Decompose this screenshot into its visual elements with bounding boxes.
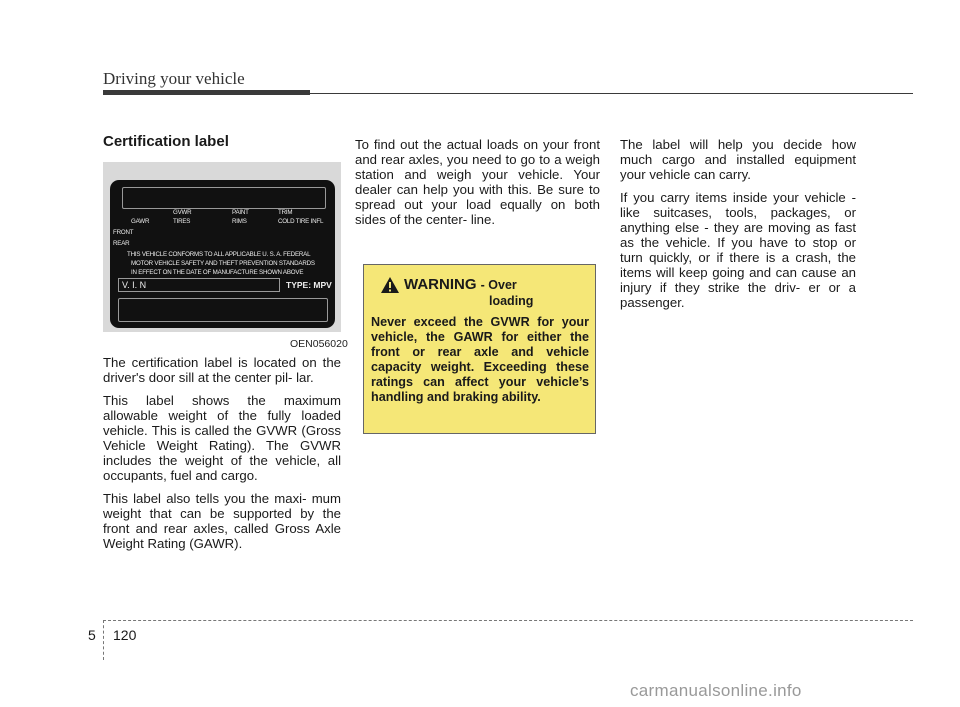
- label-rims: RIMS: [232, 218, 247, 225]
- label-plate: [110, 180, 335, 328]
- warning-title-text: WARNING: [404, 276, 477, 293]
- column-3: [620, 137, 856, 318]
- label-front: FRONT: [113, 229, 134, 236]
- certification-label-figure: [103, 162, 341, 332]
- column-1: [103, 355, 341, 559]
- label-cold-tire: COLD TIRE INFL: [278, 218, 324, 225]
- label-gawr: GAWR: [131, 218, 150, 225]
- warning-subtitle-2: loading: [489, 294, 534, 308]
- footer-chapter-number: 5: [88, 627, 96, 643]
- label-type: TYPE: MPV: [286, 280, 332, 290]
- page-header-title: Driving your vehicle: [103, 69, 245, 88]
- figure-code: OEN056020: [290, 338, 348, 350]
- paragraph-weigh-station: To find out the actual loads on your front and rear axles, you need to go to a weigh station and weigh your vehicle. Your dealer can help you with this. Be sure to spread out your load equally on both sides of the center- line.: [355, 137, 600, 227]
- footer-rule: [103, 620, 913, 621]
- warning-title: [404, 276, 517, 293]
- warning-body: Never exceed the GVWR for your vehicle, the GAWR for either the front or rear axle and vehicle capacity weight. Exceeding these ratings can affect your vehicle’s handling and braking ability.: [371, 315, 589, 404]
- label-rear: REAR: [113, 240, 130, 247]
- label-vin: V. I. N: [122, 280, 147, 290]
- paragraph-gvwr: This label shows the maximum allowable weight of the fully loaded vehicle. This is called the GVWR (Gross Vehicle Weight Rating). The GVWR includes the weight of the vehicle, all occupants, fuel and cargo.: [103, 393, 341, 483]
- footer-page-number: 120: [113, 627, 137, 643]
- label-bottom-box: [118, 298, 328, 322]
- warning-triangle-icon: [380, 276, 400, 294]
- column-2: [355, 137, 600, 235]
- paragraph-gawr: This label also tells you the maxi- mum weight that can be supported by the front and rear axles, called Gross Axle Weight Rating (GAWR).: [103, 491, 341, 551]
- label-tires: TIRES: [173, 218, 191, 225]
- paragraph-label-help: The label will help you decide how much cargo and installed equipment your vehicle can carry.: [620, 137, 856, 182]
- header-rule: [310, 93, 913, 94]
- label-top-box: [122, 187, 326, 209]
- label-gvwr: GVWR: [173, 209, 192, 216]
- warning-subtitle-1: - Over: [480, 278, 517, 292]
- warning-box: [363, 264, 596, 434]
- paragraph-cargo-moving: If you carry items inside your vehicle - like suitcases, tools, packages, or anything else - they are moving as fast as the vehicle. If you have to stop or turn quickly, or if there is a crash, the items will keep going and can cause an injury if they strike the driv- er or a passenger.: [620, 190, 856, 310]
- label-conform-2: MOTOR VEHICLE SAFETY AND THEFT PREVENTION STANDARDS: [131, 260, 315, 267]
- label-trim: TRIM: [278, 209, 293, 216]
- watermark: carmanualsonline.info: [630, 681, 802, 700]
- label-conform-1: THIS VEHICLE CONFORMS TO ALL APPLICABLE U. S. A. FEDERAL: [127, 251, 311, 258]
- header-bar: [103, 90, 310, 95]
- footer-divider: [103, 620, 104, 660]
- label-conform-3: IN EFFECT ON THE DATE OF MANUFACTURE SHOWN ABOVE: [131, 269, 304, 276]
- section-heading: Certification label: [103, 133, 229, 150]
- label-paint: PAINT: [232, 209, 249, 216]
- paragraph-label-location: The certification label is located on the driver's door sill at the center pil- lar.: [103, 355, 341, 385]
